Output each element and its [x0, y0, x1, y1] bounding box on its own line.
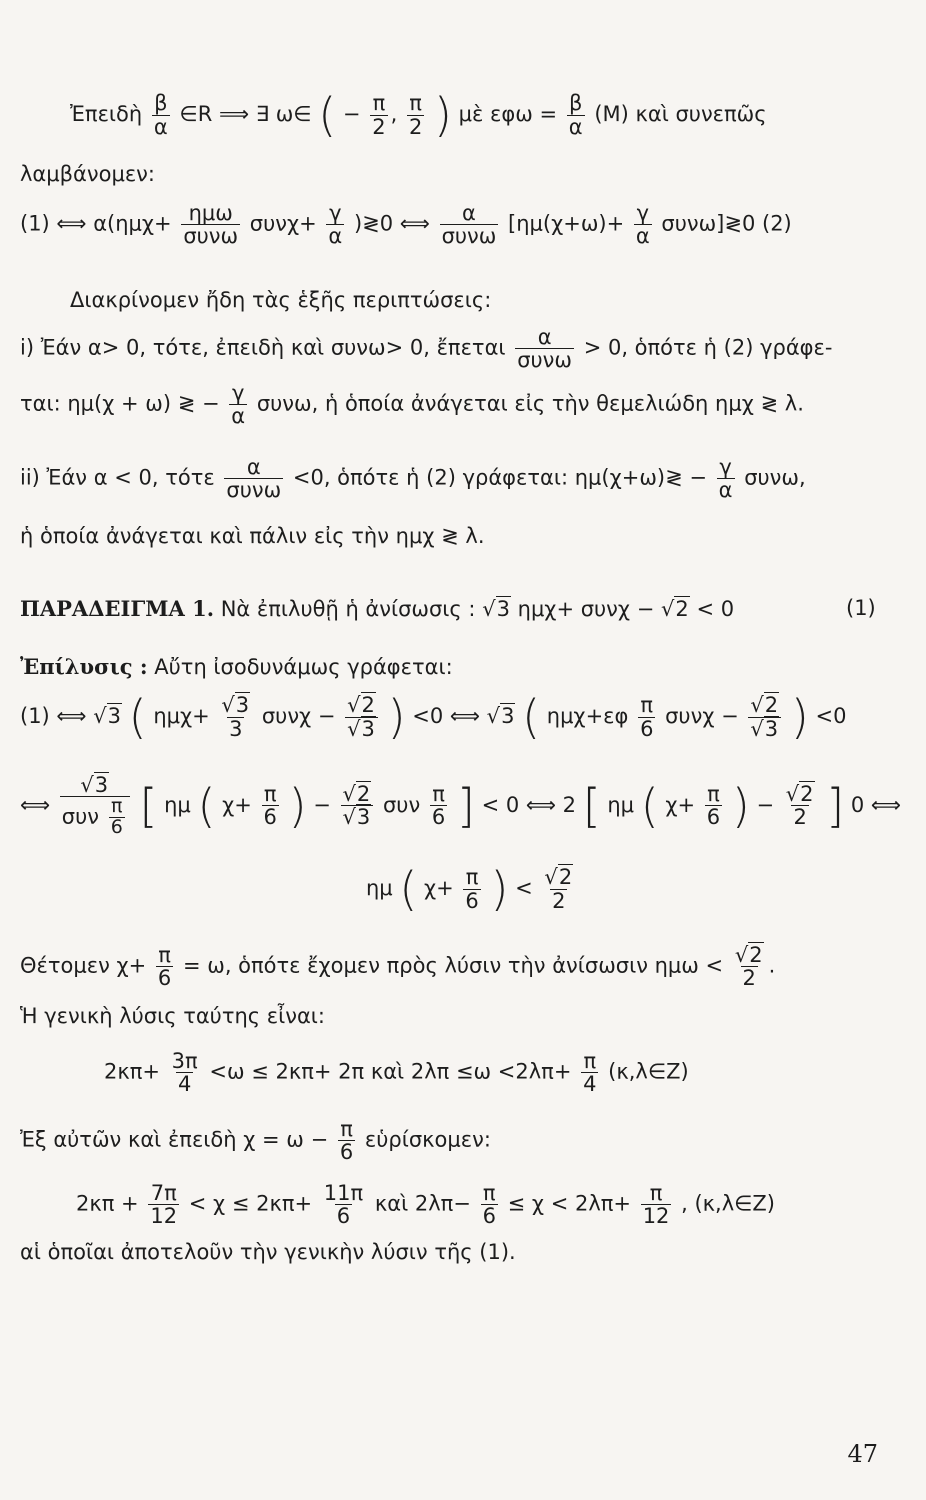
bracket: [ [139, 778, 158, 833]
text: ∈R ⟹ ∃ ω∈ [179, 102, 312, 126]
sqrt-sign: √ [93, 704, 107, 728]
text: 0 ⟺ [850, 792, 902, 817]
fraction [440, 202, 499, 247]
numerator [733, 944, 766, 966]
text: < χ ≤ 2κπ+ [188, 1191, 313, 1216]
denominator: α [231, 404, 246, 429]
text: ημχ+ συνχ − [517, 597, 655, 621]
denominator [341, 805, 374, 828]
numerator: π [465, 865, 479, 890]
sqrt-3 [487, 703, 516, 728]
text: < 0 ⟺ 2 [481, 792, 577, 817]
numerator: π [340, 1117, 353, 1141]
numerator: π [649, 1181, 663, 1205]
radicand: 3 [361, 716, 375, 741]
radicand: 2 [800, 782, 814, 807]
denominator: 2 [793, 805, 807, 830]
numerator [784, 783, 817, 805]
text: συνχ − [261, 704, 336, 728]
denominator: 6 [640, 716, 654, 741]
numerator: π [111, 795, 123, 818]
denominator: συνω [441, 224, 497, 249]
radicand: 3 [235, 693, 250, 718]
fraction-beta-alpha [152, 92, 170, 137]
fraction [542, 866, 575, 911]
text: ημ [164, 792, 191, 817]
text: συν [61, 804, 99, 829]
sqrt-sign: √ [750, 716, 764, 741]
text: Αὔτη ἰσοδυνάμως γράφεται: [154, 655, 453, 679]
text: ≤ χ < 2λπ+ [507, 1191, 631, 1216]
minus: − [756, 792, 775, 817]
paren: ) [790, 690, 809, 744]
fraction [634, 202, 652, 247]
radicand: 2 [361, 693, 375, 718]
paren: ( [318, 88, 337, 142]
sqrt-sign: √ [734, 943, 749, 967]
paren: ( [128, 690, 147, 744]
line-3 [20, 202, 792, 247]
text: <0, ὁπότε ἡ (2) γράφεται: ημ(χ+ω)≷ − [292, 465, 707, 490]
denominator: 6 [339, 1140, 354, 1165]
numerator [341, 783, 374, 805]
numerator: π [372, 91, 386, 116]
sqrt-sign: √ [347, 716, 361, 741]
denominator: α [153, 114, 168, 139]
text: Ἐξ αὐτῶν καὶ ἐπειδὴ χ = ω − [20, 1127, 329, 1152]
fraction [156, 944, 173, 989]
fraction [638, 694, 655, 739]
text: (1) ⟺ [20, 704, 87, 728]
solution-title: Ἐπίλυσις : [20, 654, 148, 679]
numerator: γ [232, 381, 245, 405]
radicand: 3 [107, 704, 121, 728]
sqrt-3 [93, 703, 122, 728]
denominator: 6 [157, 966, 172, 991]
line-11 [20, 690, 847, 744]
text: i) Ἐάν α> 0, τότε, ἐπειδὴ καὶ συνω> 0, ἔπεται [20, 335, 506, 360]
text: χ+ [424, 876, 454, 900]
line-12 [20, 774, 901, 838]
text: συνω, [744, 465, 806, 490]
denominator: 6 [263, 805, 277, 830]
sqrt-sign: √ [80, 773, 94, 797]
radicand: 3 [501, 704, 515, 728]
radicand: 2 [558, 865, 573, 890]
denominator: 6 [431, 805, 446, 830]
fraction [581, 1050, 598, 1095]
numerator: 11π [323, 1181, 364, 1205]
denominator: 12 [642, 1204, 670, 1229]
sqrt-sign: √ [221, 693, 235, 718]
numerator: β [154, 91, 168, 116]
radicand: 3 [764, 716, 779, 741]
radicand: 3 [356, 805, 371, 830]
numerator [542, 866, 575, 888]
sqrt-sign: √ [342, 782, 356, 807]
line-10 [20, 654, 453, 679]
text: <0 ⟺ [412, 704, 480, 728]
text: χ+ [222, 792, 252, 817]
line-16 [104, 1050, 689, 1095]
bracket: [ [582, 778, 601, 833]
denominator: συνω [183, 224, 239, 249]
paren: ) [288, 778, 307, 833]
line-13 [366, 862, 578, 916]
sqrt-sign: √ [750, 693, 764, 718]
numerator: α [246, 455, 261, 479]
fraction [345, 694, 378, 739]
text: (κ,λ∈Ζ) [608, 1059, 689, 1084]
denominator: 2 [742, 966, 756, 991]
denominator: 6 [482, 1204, 496, 1229]
radicand: 2 [675, 597, 689, 621]
denominator: α [568, 114, 583, 139]
line-5 [20, 326, 832, 371]
sqrt-sign: √ [482, 597, 496, 621]
text: 2κπ+ [104, 1059, 160, 1084]
fraction [224, 456, 283, 501]
denominator [60, 796, 130, 838]
paren: ( [640, 778, 659, 833]
fraction-beta-alpha [567, 92, 585, 137]
line-1: Ἐπειδὴ $\frac{\beta}{\alpha}$ ∈R ⟹ ∃ ω∈ ( − $\frac{\pi}{2}$ , $\frac{\pi}{2}$ ) μὲ εφω = $\frac{\beta}{\alpha}$ (Μ) καὶ συνεπῶς [70, 88, 767, 142]
text: συνχ − [665, 704, 739, 728]
line-9 [20, 596, 734, 621]
example-title: ΠΑΡΑΔΕΙΓΜΑ 1. [20, 596, 215, 621]
text: [ημ(χ+ω)+ [508, 211, 625, 236]
text: )≷0 ⟺ [353, 211, 430, 236]
line-4: Διακρίνομεν ἤδη τὰς ἑξῆς περιπτώσεις: [70, 288, 492, 312]
text: (1) ⟺ α(ημχ+ [20, 211, 172, 236]
paren: ) [490, 862, 509, 916]
numerator [345, 694, 378, 716]
numerator [748, 694, 781, 716]
equation-number: (1) [846, 596, 876, 620]
text: εὑρίσκομεν: [364, 1127, 491, 1152]
fraction [148, 1182, 179, 1227]
fraction [515, 326, 574, 371]
text: συνω, ἡ ὁποία ἀνάγεται εἰς τὴν θεμελιώδη ημχ ≷ λ. [256, 391, 804, 416]
numerator: π [409, 91, 422, 116]
text: <ω ≤ 2κπ+ 2π καὶ 2λπ ≤ω <2λπ+ [209, 1059, 572, 1084]
text: , (κ,λ∈Ζ) [681, 1191, 776, 1216]
paren: ( [522, 690, 541, 744]
radicand: 2 [764, 693, 779, 718]
line-15: Ἡ γενικὴ λύσις ταύτης εἶναι: [20, 1004, 325, 1028]
text: ημ [607, 792, 635, 817]
minus: − [342, 102, 361, 126]
text: μὲ εφω = [458, 102, 558, 126]
denominator: 6 [336, 1204, 351, 1229]
fraction [481, 1182, 498, 1227]
paren: ) [434, 88, 452, 142]
text: συνχ+ [249, 211, 317, 236]
minus: − [313, 792, 331, 817]
text: συνω]≷0 (2) [661, 211, 792, 236]
numerator: γ [636, 201, 650, 225]
text: ημχ+ [153, 704, 210, 728]
numerator: π [158, 943, 171, 967]
numerator [219, 694, 252, 716]
line-17 [20, 1118, 491, 1163]
radicand: 2 [356, 782, 371, 807]
numerator: π [432, 782, 445, 807]
fraction [326, 202, 344, 247]
fraction-pi-2 [370, 92, 387, 137]
text: ημ [366, 876, 393, 900]
text: ται: ημ(χ + ω) ≷ − [20, 391, 220, 416]
fraction [170, 1050, 200, 1095]
denominator: 6 [465, 888, 479, 913]
text: ii) Ἐάν α < 0, τότε [20, 465, 215, 490]
fraction [641, 1182, 672, 1227]
paren: ) [387, 690, 406, 744]
bracket: ] [456, 778, 475, 833]
denominator: α [328, 224, 343, 249]
radicand: 2 [749, 943, 763, 967]
numerator: β [569, 91, 583, 116]
fraction [463, 866, 480, 911]
denominator [345, 717, 378, 740]
numerator: α [537, 325, 552, 349]
fraction [229, 382, 247, 427]
fraction-pi-2 [407, 92, 424, 137]
numerator [78, 774, 111, 796]
denominator: 2 [372, 114, 386, 139]
denominator: 4 [177, 1072, 192, 1097]
text: Ἐπειδὴ [70, 102, 143, 126]
numerator: π [583, 1049, 597, 1073]
denominator: 2 [408, 114, 423, 139]
numerator: π [640, 693, 654, 718]
fraction [705, 783, 722, 828]
denominator: 12 [150, 1204, 178, 1229]
denominator: α [718, 478, 733, 503]
numerator: γ [719, 455, 732, 479]
text: Νὰ ἐπιλυθῇ ἡ ἀνίσωσις : [220, 597, 476, 621]
numerator: γ [329, 201, 342, 225]
denominator: 2 [552, 888, 566, 913]
line-14: Θέτομεν χ+ $\frac{\pi}{6}$ = ω, ὁπότε ἔχομεν πρὸς λύσιν τὴν ἀνίσωσιν ημω < $\frac{√2}{2}$ . [20, 943, 776, 991]
text: χ+ [665, 792, 696, 817]
sqrt-sign: √ [342, 805, 356, 830]
numerator: 7π [150, 1181, 177, 1205]
sqrt-sign: √ [544, 865, 558, 890]
bracket: ] [826, 778, 845, 833]
sqrt-sign: √ [785, 782, 800, 807]
fraction [322, 1182, 365, 1227]
sqrt-3 [482, 596, 511, 621]
text: ημχ+εφ [546, 704, 629, 728]
text: > 0, ὁπότε ἡ (2) γράφε- [583, 335, 833, 360]
fraction [338, 1118, 355, 1163]
denominator: α [635, 224, 650, 249]
denominator: 4 [583, 1072, 597, 1097]
fraction [219, 694, 252, 739]
sqrt-sign: √ [486, 704, 501, 728]
numerator: π [482, 1181, 496, 1205]
numerator: π [707, 782, 720, 807]
radicand: 3 [94, 773, 109, 797]
denominator: συνω [226, 478, 282, 503]
fraction [262, 783, 279, 828]
text: (Μ) καὶ συνεπῶς [594, 102, 767, 126]
fraction [181, 202, 240, 247]
denominator: 3 [229, 716, 243, 741]
denominator: 6 [110, 815, 123, 838]
sqrt-sign: √ [347, 693, 361, 718]
denominator [748, 717, 781, 740]
line-19: αἱ ὁποῖαι ἀποτελοῦν τὴν γενικὴν λύσιν τῆς (1). [20, 1240, 516, 1264]
line-2: λαμβάνομεν: [20, 162, 155, 186]
fraction [60, 774, 130, 838]
page-number: 47 [847, 1440, 878, 1468]
fraction [341, 783, 374, 828]
text: καὶ 2λπ− [374, 1191, 471, 1216]
fraction [109, 797, 125, 838]
line-18 [76, 1182, 775, 1227]
fraction [717, 456, 735, 501]
numerator: π [263, 782, 277, 807]
text: < [515, 876, 533, 900]
denominator: 6 [706, 805, 721, 830]
fraction [733, 944, 766, 989]
fraction [784, 783, 817, 828]
line-6 [20, 382, 804, 427]
sqrt-2 [661, 596, 690, 621]
line-7 [20, 456, 806, 501]
line-8: ἡ ὁποία ἀνάγεται καὶ πάλιν εἰς τὴν ημχ ≷ λ. [20, 524, 485, 548]
text: συν [382, 792, 421, 817]
text: ⟺ [20, 792, 51, 817]
fraction [430, 783, 447, 828]
numerator: α [462, 201, 476, 225]
denominator: συνω [517, 348, 572, 373]
text: Θέτομεν χ+ [20, 953, 147, 978]
paren: ( [197, 778, 216, 833]
numerator: 3π [171, 1049, 198, 1073]
text: < 0 [696, 597, 735, 621]
fraction [748, 694, 781, 739]
sqrt-sign: √ [661, 597, 675, 621]
text: 2κπ + [76, 1191, 139, 1216]
paren: ( [399, 862, 418, 916]
numerator: ημω [188, 201, 233, 225]
text: = ω, ὁπότε ἔχομεν πρὸς λύσιν τὴν ἀνίσωσιν ημω < [182, 953, 724, 978]
paren: ) [731, 778, 750, 833]
text: <0 [815, 704, 847, 728]
radicand: 3 [496, 597, 510, 621]
